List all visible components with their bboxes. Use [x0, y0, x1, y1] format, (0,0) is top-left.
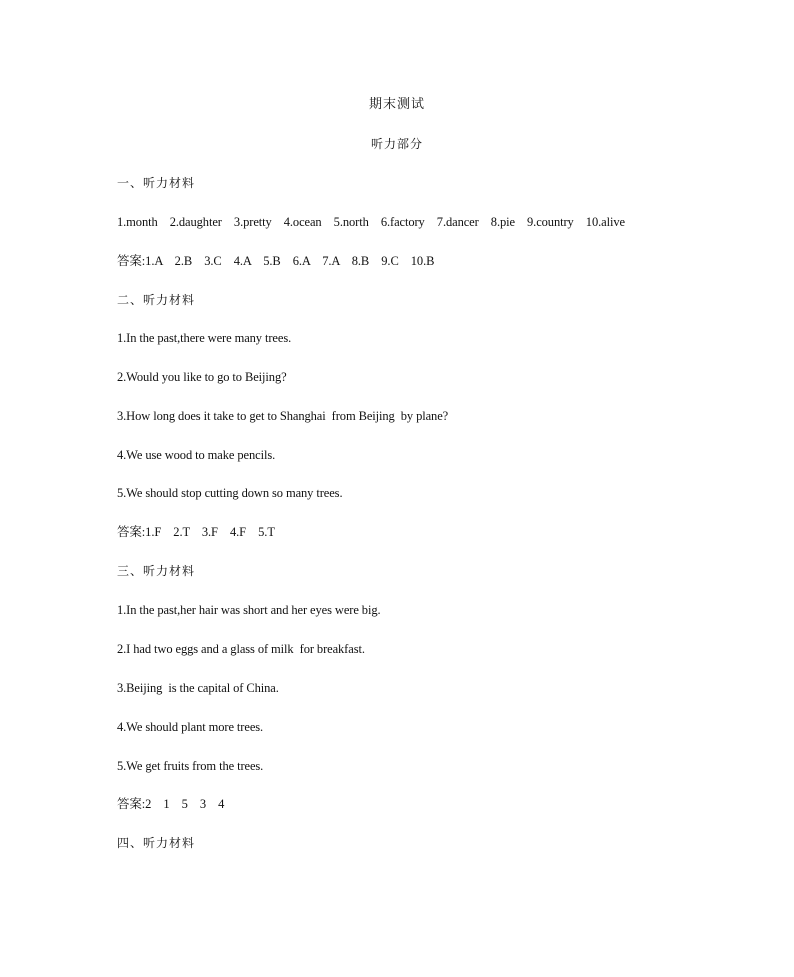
section-2-line: 1.In the past,there were many trees. — [117, 331, 292, 345]
section-2-answer: 答案:1.F 2.T 3.F 4.F 5.T — [117, 525, 275, 539]
section-2-heading: 二、听力材料 — [117, 293, 196, 307]
section-3-line: 5.We get fruits from the trees. — [117, 759, 264, 773]
section-2-line: 2.Would you like to go to Beijing? — [117, 370, 287, 384]
section-1-heading: 一、听力材料 — [117, 176, 196, 190]
section-1-answer: 答案:1.A 2.B 3.C 4.A 5.B 6.A 7.A 8.B 9.C 10.B — [117, 254, 435, 268]
section-1-words: 1.month 2.daughter 3.pretty 4.ocean 5.north 6.factory 7.dancer 8.pie 9.country 10.alive — [117, 215, 625, 229]
section-2-line: 4.We use wood to make pencils. — [117, 448, 276, 462]
section-3-line: 4.We should plant more trees. — [117, 720, 264, 734]
section-3-line: 1.In the past,her hair was short and her eyes were big. — [117, 603, 381, 617]
section-2-line: 5.We should stop cutting down so many trees. — [117, 486, 343, 500]
section-2-line: 3.How long does it take to get to Shanghai from Beijing by plane? — [117, 409, 449, 423]
section-3-answer: 答案:2 1 5 3 4 — [117, 797, 225, 811]
section-4-heading: 四、听力材料 — [117, 836, 196, 850]
section-3-line: 3.Beijing is the capital of China. — [117, 681, 279, 695]
page-subtitle: 听力部分 — [370, 137, 423, 151]
page-title: 期末测试 — [368, 97, 425, 112]
section-3-line: 2.I had two eggs and a glass of milk for breakfast. — [117, 642, 365, 656]
section-3-heading: 三、听力材料 — [117, 564, 196, 578]
